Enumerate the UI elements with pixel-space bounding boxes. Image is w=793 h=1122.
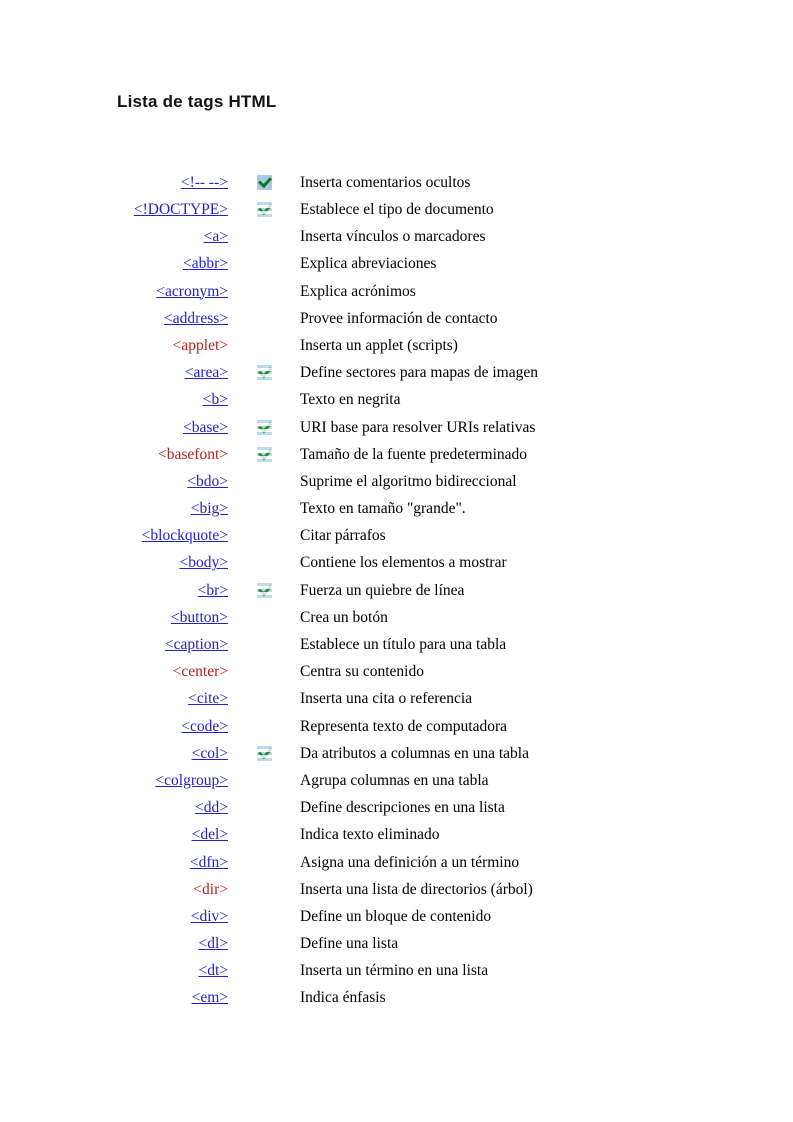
tag-row xyxy=(98,604,718,631)
tag-link[interactable]: <address> xyxy=(164,309,228,327)
tag-description: Inserta comentarios ocultos xyxy=(300,173,471,191)
partial-support-check-icon xyxy=(257,746,272,761)
tag-link[interactable]: <!-- --> xyxy=(180,173,228,191)
tag-description: Define descripciones en una lista xyxy=(300,799,505,817)
tag-row xyxy=(98,223,718,250)
tag-link[interactable]: <acronym> xyxy=(156,282,228,300)
tag-description: Texto en negrita xyxy=(300,391,401,409)
tag-label-deprecated: <basefont> xyxy=(158,445,228,463)
tag-row xyxy=(98,822,718,849)
tag-row xyxy=(98,196,718,223)
tag-row xyxy=(98,468,718,495)
tag-label-deprecated: <dir> xyxy=(193,880,228,898)
tag-label-deprecated: <center> xyxy=(172,663,228,681)
tag-link[interactable]: <a> xyxy=(203,228,228,246)
tag-row xyxy=(98,251,718,278)
tag-description: Indica texto eliminado xyxy=(300,826,440,844)
tag-description: Indica énfasis xyxy=(300,989,386,1007)
tag-description: Establece el tipo de documento xyxy=(300,201,494,219)
tag-description: Representa texto de computadora xyxy=(300,717,508,735)
tag-description: Fuerza un quiebre de línea xyxy=(300,581,465,599)
tag-link[interactable]: <cite> xyxy=(188,690,228,708)
tag-row xyxy=(98,740,718,767)
tag-link[interactable]: <blockquote> xyxy=(141,527,228,545)
tag-description: Inserta un término en una lista xyxy=(300,962,489,980)
icon-cell xyxy=(228,202,300,217)
tag-row xyxy=(98,387,718,414)
tag-description: Centra su contenido xyxy=(300,663,424,681)
icon-cell xyxy=(228,420,300,435)
tag-description: Texto en tamaño "grande". xyxy=(300,500,466,518)
tag-row xyxy=(98,169,718,196)
tag-description: Da atributos a columnas en una tabla xyxy=(300,744,529,762)
partial-support-check-icon xyxy=(257,583,272,598)
tag-row xyxy=(98,957,718,984)
icon-cell xyxy=(228,365,300,380)
tag-row xyxy=(98,414,718,441)
tag-description: Explica acrónimos xyxy=(300,282,416,300)
tag-row xyxy=(98,359,718,386)
tag-link[interactable]: <code> xyxy=(181,717,228,735)
tag-description: Establece un título para una tabla xyxy=(300,636,507,654)
tag-description: Provee información de contacto xyxy=(300,309,498,327)
tag-row xyxy=(98,441,718,468)
tag-description: Asigna una definición a un término xyxy=(300,853,520,871)
tag-link[interactable]: <body> xyxy=(179,554,228,572)
tag-link[interactable]: <area> xyxy=(184,364,228,382)
tag-link[interactable]: <button> xyxy=(170,608,228,626)
tag-description: Crea un botón xyxy=(300,608,388,626)
tag-link[interactable]: <dl> xyxy=(198,935,228,953)
tag-row xyxy=(98,658,718,685)
tag-link[interactable]: <em> xyxy=(191,989,228,1007)
tag-description: Suprime el algoritmo bidireccional xyxy=(300,472,517,490)
tag-link[interactable]: <dd> xyxy=(195,799,228,817)
tag-row xyxy=(98,522,718,549)
icon-cell xyxy=(228,746,300,761)
tag-description: Inserta una lista de directorios (árbol) xyxy=(300,880,533,898)
tag-link[interactable]: <b> xyxy=(202,391,228,409)
tag-description: URI base para resolver URIs relativas xyxy=(300,418,536,436)
tag-description: Tamaño de la fuente predeterminado xyxy=(300,445,528,463)
tag-description: Explica abreviaciones xyxy=(300,255,437,273)
tag-link[interactable]: <bdo> xyxy=(187,472,228,490)
tag-row xyxy=(98,550,718,577)
tag-description: Citar párrafos xyxy=(300,527,386,545)
tag-row xyxy=(98,903,718,930)
partial-support-check-icon xyxy=(257,420,272,435)
tag-description: Define una lista xyxy=(300,935,399,953)
tag-row xyxy=(98,495,718,522)
tag-link[interactable]: <dfn> xyxy=(189,853,228,871)
tag-link[interactable]: <big> xyxy=(190,500,228,518)
tag-row xyxy=(98,713,718,740)
partial-support-check-icon xyxy=(257,447,272,462)
tag-link[interactable]: <base> xyxy=(182,418,228,436)
tag-row xyxy=(98,686,718,713)
tag-description: Define sectores para mapas de imagen xyxy=(300,364,538,382)
tag-row xyxy=(98,631,718,658)
page-title: Lista de tags HTML xyxy=(117,92,277,111)
partial-support-check-icon xyxy=(257,365,272,380)
tag-row xyxy=(98,930,718,957)
tag-description: Inserta vínculos o marcadores xyxy=(300,228,486,246)
tag-description: Inserta una cita o referencia xyxy=(300,690,473,708)
tag-description: Agrupa columnas en una tabla xyxy=(300,771,489,789)
icon-cell xyxy=(228,175,300,190)
tag-row xyxy=(98,332,718,359)
tag-link[interactable]: <abbr> xyxy=(182,255,228,273)
tag-row xyxy=(98,794,718,821)
tag-row xyxy=(98,305,718,332)
tag-description: Define un bloque de contenido xyxy=(300,907,492,925)
tag-list xyxy=(98,169,718,1012)
tag-link[interactable]: <div> xyxy=(190,907,228,925)
icon-cell xyxy=(228,447,300,462)
supported-check-icon xyxy=(257,175,272,190)
tag-row xyxy=(98,985,718,1012)
tag-description: Contiene los elementos a mostrar xyxy=(300,554,507,572)
tag-link[interactable]: <del> xyxy=(191,826,228,844)
tag-row xyxy=(98,876,718,903)
tag-link[interactable]: <br> xyxy=(197,581,228,599)
tag-row xyxy=(98,849,718,876)
partial-support-check-icon xyxy=(257,202,272,217)
tag-row xyxy=(98,577,718,604)
tag-description: Inserta un applet (scripts) xyxy=(300,336,458,354)
tag-link[interactable]: <colgroup> xyxy=(155,771,228,789)
tag-row xyxy=(98,278,718,305)
icon-cell xyxy=(228,583,300,598)
tag-link[interactable]: <dt> xyxy=(198,962,228,980)
tag-row xyxy=(98,767,718,794)
tag-label-deprecated: <applet> xyxy=(172,336,228,354)
tag-link[interactable]: <caption> xyxy=(164,636,228,654)
tag-link[interactable]: <!DOCTYPE> xyxy=(133,201,228,219)
tag-link[interactable]: <col> xyxy=(191,744,228,762)
